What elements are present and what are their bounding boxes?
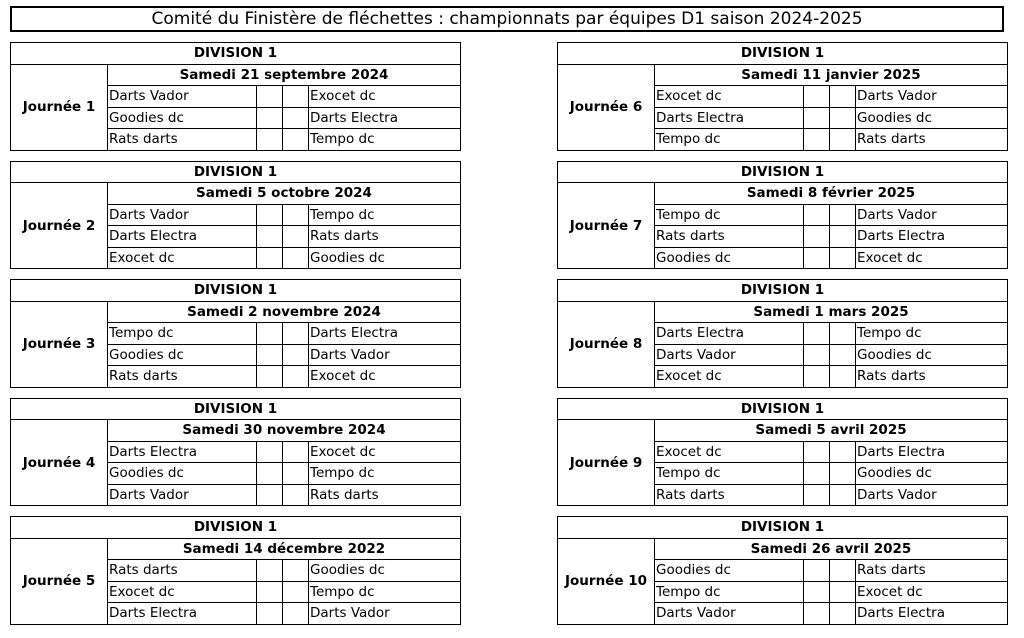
away-score-cell (830, 441, 856, 463)
home-team: Darts Vador (108, 204, 257, 226)
away-score-cell (283, 86, 309, 108)
schedule-table (557, 279, 1008, 388)
schedule-table (10, 161, 461, 270)
away-score-cell (283, 484, 309, 506)
away-score-cell (830, 86, 856, 108)
away-score-cell (830, 129, 856, 151)
away-score-cell (283, 560, 309, 582)
away-score-cell (283, 323, 309, 345)
away-team: Rats darts (856, 129, 1008, 151)
home-score-cell (257, 107, 283, 129)
journee-label: Journée 6 (558, 64, 655, 150)
division-label: DIVISION 1 (558, 517, 1008, 539)
journee-label: Journée 5 (11, 538, 108, 624)
home-team: Rats darts (108, 366, 257, 388)
away-score-cell (283, 344, 309, 366)
away-team: Goodies dc (309, 560, 461, 582)
home-score-cell (804, 441, 830, 463)
away-score-cell (830, 226, 856, 248)
away-score-cell (283, 366, 309, 388)
journee-block (10, 279, 460, 389)
division-label: DIVISION 1 (11, 280, 461, 302)
home-score-cell (257, 323, 283, 345)
journee-label: Journée 1 (11, 64, 108, 150)
division-label: DIVISION 1 (11, 398, 461, 420)
home-score-cell (804, 484, 830, 506)
home-team: Tempo dc (108, 323, 257, 345)
match-date: Samedi 26 avril 2025 (655, 538, 1008, 560)
journee-label: Journée 9 (558, 420, 655, 506)
home-score-cell (257, 344, 283, 366)
away-team: Tempo dc (309, 204, 461, 226)
away-score-cell (830, 107, 856, 129)
home-team: Tempo dc (655, 463, 804, 485)
home-team: Darts Electra (655, 323, 804, 345)
away-score-cell (830, 344, 856, 366)
away-score-cell (830, 484, 856, 506)
away-score-cell (283, 581, 309, 603)
away-team: Rats darts (309, 484, 461, 506)
away-score-cell (830, 603, 856, 625)
away-score-cell (830, 247, 856, 269)
schedule-table (557, 516, 1008, 625)
home-score-cell (804, 344, 830, 366)
home-team: Darts Vador (108, 86, 257, 108)
away-score-cell (283, 129, 309, 151)
home-score-cell (804, 247, 830, 269)
away-score-cell (830, 323, 856, 345)
journee-label: Journée 10 (558, 538, 655, 624)
journee-block (557, 398, 1007, 508)
division-label: DIVISION 1 (558, 398, 1008, 420)
away-score-cell (283, 603, 309, 625)
home-team: Tempo dc (655, 204, 804, 226)
home-score-cell (804, 86, 830, 108)
home-team: Goodies dc (655, 560, 804, 582)
journee-label: Journée 4 (11, 420, 108, 506)
home-score-cell (257, 86, 283, 108)
division-label: DIVISION 1 (558, 280, 1008, 302)
home-team: Rats darts (655, 226, 804, 248)
away-team: Darts Vador (856, 86, 1008, 108)
match-date: Samedi 5 octobre 2024 (108, 183, 461, 205)
away-team: Darts Electra (309, 323, 461, 345)
journee-block (557, 516, 1007, 626)
away-team: Darts Vador (856, 204, 1008, 226)
away-team: Exocet dc (856, 581, 1008, 603)
page-title: Comité du Finistère de fléchettes : championnats par équipes D1 saison 2024-2025 (10, 6, 1004, 32)
home-team: Darts Vador (655, 603, 804, 625)
schedule-table (557, 161, 1008, 270)
match-date: Samedi 21 septembre 2024 (108, 64, 461, 86)
home-team: Rats darts (108, 560, 257, 582)
home-score-cell (804, 560, 830, 582)
home-team: Darts Vador (108, 484, 257, 506)
home-score-cell (804, 129, 830, 151)
away-team: Goodies dc (856, 463, 1008, 485)
home-score-cell (257, 441, 283, 463)
home-team: Rats darts (108, 129, 257, 151)
schedule-table (10, 279, 461, 388)
away-team: Exocet dc (309, 366, 461, 388)
home-score-cell (804, 366, 830, 388)
away-team: Tempo dc (309, 129, 461, 151)
schedule-table (10, 398, 461, 507)
schedule-table (557, 398, 1008, 507)
away-team: Darts Vador (856, 484, 1008, 506)
division-label: DIVISION 1 (558, 161, 1008, 183)
home-score-cell (257, 366, 283, 388)
home-team: Darts Electra (108, 226, 257, 248)
journee-label: Journée 3 (11, 301, 108, 387)
away-team: Tempo dc (309, 463, 461, 485)
journee-block (10, 161, 460, 271)
home-score-cell (257, 560, 283, 582)
home-score-cell (257, 226, 283, 248)
home-team: Exocet dc (108, 247, 257, 269)
home-team: Darts Electra (108, 441, 257, 463)
home-score-cell (804, 107, 830, 129)
division-label: DIVISION 1 (11, 517, 461, 539)
match-date: Samedi 8 février 2025 (655, 183, 1008, 205)
match-date: Samedi 30 novembre 2024 (108, 420, 461, 442)
division-label: DIVISION 1 (558, 43, 1008, 65)
home-team: Exocet dc (655, 86, 804, 108)
home-score-cell (257, 204, 283, 226)
away-score-cell (283, 463, 309, 485)
home-score-cell (257, 129, 283, 151)
home-score-cell (257, 603, 283, 625)
away-team: Rats darts (856, 560, 1008, 582)
away-team: Darts Vador (309, 603, 461, 625)
journee-block (557, 161, 1007, 271)
home-team: Exocet dc (655, 441, 804, 463)
match-date: Samedi 5 avril 2025 (655, 420, 1008, 442)
away-team: Tempo dc (309, 581, 461, 603)
away-team: Goodies dc (856, 344, 1008, 366)
away-team: Darts Electra (309, 107, 461, 129)
away-score-cell (830, 366, 856, 388)
away-team: Exocet dc (856, 247, 1008, 269)
home-score-cell (257, 484, 283, 506)
home-team: Exocet dc (655, 366, 804, 388)
away-score-cell (283, 204, 309, 226)
away-score-cell (830, 204, 856, 226)
away-score-cell (830, 581, 856, 603)
match-date: Samedi 11 janvier 2025 (655, 64, 1008, 86)
away-team: Darts Electra (856, 441, 1008, 463)
away-team: Goodies dc (856, 107, 1008, 129)
away-score-cell (283, 247, 309, 269)
match-date: Samedi 14 décembre 2022 (108, 538, 461, 560)
division-label: DIVISION 1 (11, 161, 461, 183)
home-score-cell (804, 603, 830, 625)
home-score-cell (804, 323, 830, 345)
journee-label: Journée 7 (558, 183, 655, 269)
home-team: Goodies dc (655, 247, 804, 269)
home-score-cell (804, 581, 830, 603)
journee-label: Journée 2 (11, 183, 108, 269)
home-team: Darts Electra (655, 107, 804, 129)
away-score-cell (283, 441, 309, 463)
home-team: Goodies dc (108, 463, 257, 485)
away-team: Exocet dc (309, 441, 461, 463)
away-score-cell (283, 226, 309, 248)
home-team: Darts Electra (108, 603, 257, 625)
home-score-cell (257, 463, 283, 485)
away-team: Darts Electra (856, 603, 1008, 625)
home-team: Tempo dc (655, 129, 804, 151)
journee-label: Journée 8 (558, 301, 655, 387)
home-score-cell (257, 581, 283, 603)
away-team: Rats darts (309, 226, 461, 248)
away-team: Rats darts (856, 366, 1008, 388)
away-team: Exocet dc (309, 86, 461, 108)
match-date: Samedi 1 mars 2025 (655, 301, 1008, 323)
journee-block (10, 516, 460, 626)
home-team: Tempo dc (655, 581, 804, 603)
home-team: Darts Vador (655, 344, 804, 366)
schedule-table (10, 42, 461, 151)
home-team: Goodies dc (108, 107, 257, 129)
match-date: Samedi 2 novembre 2024 (108, 301, 461, 323)
away-score-cell (830, 560, 856, 582)
away-score-cell (283, 107, 309, 129)
schedule-table (10, 516, 461, 625)
home-team: Goodies dc (108, 344, 257, 366)
schedule-table (557, 42, 1008, 151)
home-team: Exocet dc (108, 581, 257, 603)
home-score-cell (804, 204, 830, 226)
home-team: Rats darts (655, 484, 804, 506)
division-label: DIVISION 1 (11, 43, 461, 65)
home-score-cell (257, 247, 283, 269)
away-team: Darts Electra (856, 226, 1008, 248)
home-score-cell (804, 226, 830, 248)
journee-block (557, 279, 1007, 389)
away-team: Darts Vador (309, 344, 461, 366)
away-team: Goodies dc (309, 247, 461, 269)
away-team: Tempo dc (856, 323, 1008, 345)
home-score-cell (804, 463, 830, 485)
journee-block (10, 398, 460, 508)
journee-block (10, 42, 460, 152)
journee-block (557, 42, 1007, 152)
away-score-cell (830, 463, 856, 485)
